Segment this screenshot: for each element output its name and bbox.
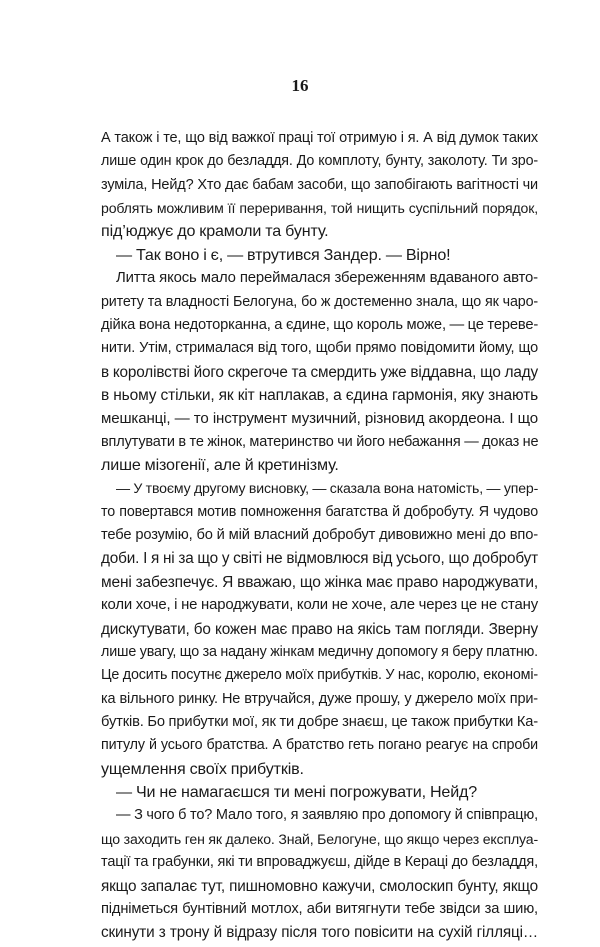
text-line: доби. І я ні за що у світі не відмовлюся від усього, що добробут [101,550,538,568]
text-line: лише один крок до безладдя. До комплоту, бунту, заколоту. Ти зро- [101,153,538,170]
text-line: що заходить ген як далеко. Знай, Белогуне, що якщо через експлуа- [101,830,538,847]
body-text [101,127,538,945]
text-line: то повертався мотив помноження багатства й добробуту. Я чудово [101,503,538,520]
text-line: вплутувати в те жінок, материнство чи його небажання — доказ не [101,433,539,450]
text-line: тебе розумію, бо й мій власний добробут дивовижно мені до впо- [101,527,538,544]
text-line: коли хоче, і не народжувати, коли не хоче, але через це не стану [101,597,538,614]
text-line: — Чи не намагаєшся ти мені погрожувати, Нейд? [116,783,478,802]
text-line: під’юджує до крамоли та бунту. [101,222,329,241]
text-line: в ньому стільки, як кіт наплакав, а єдина гармонія, яку знають [101,386,538,404]
text-line: — Так воно і є, — втрутився Зандер. — Вірно! [116,245,451,264]
text-line: в королівстві його скрегоче та смердить уже віддавна, що ладу [101,363,538,381]
text-line: підніметься бунтівний мотлох, аби витягнути тебе звідси за шию, [101,900,538,917]
text-line: А також і те, що від важкої праці тої отримую і я. А від думок таких [101,130,538,146]
text-line: нити. Утім, стрималася від того, щоби прямо повідомити йому, що [101,340,538,357]
text-line: лише увагу, що за надану жінкам медичну допомогу я беру платню. [101,643,538,660]
text-line: мешканці, — то інструмент музичний, різновид акордеона. І що [101,410,538,428]
page-number: 16 [291,76,309,95]
text-line: ка вільного ринку. Не втручайся, дуже прошу, у джерело моїх при- [101,690,538,707]
text-line: скинути з трону й відразу після того повісити на сухій гілляці… [101,924,538,942]
text-line: — З чого б то? Мало того, я заявляю про допомогу й співпрацю, [116,807,538,824]
text-line: тації та грабунки, які ти впроваджуєш, дійде в Кераці до безладдя, [101,854,538,871]
text-line: мені забезпечує. Я вважаю, що жінка має право народжувати, [101,573,538,591]
text-line: зуміла, Нейд? Хто дає бабам засоби, що запобігають вагітності чи [101,176,538,193]
text-line: Литта якось мало переймалася збереженням вдаваного авто- [116,270,538,287]
text-line: — У твоєму другому висновку, — сказала вона натомість, — упер- [116,480,539,497]
text-line: ритету та владності Белогуна, бо ж достеменно знала, що як чаро- [101,293,538,310]
text-line: лише мізогенії, але й кретинізму. [101,456,339,475]
text-line: дискутувати, бо кожен має право на якісь там погляди. Зверну [101,620,538,638]
text-line: питулу й усього братства. А братство геть погано реагує на спроби [101,737,538,754]
text-line: дійка вона недоторканна, а єдине, що король може, — це тереве- [101,316,539,333]
text-line: ущемлення своїх прибутків. [101,759,304,778]
text-line: якщо запалає тут, пишномовно кажучи, смолоскип бунту, якщо [101,877,538,895]
text-line: Це досить посутнє джерело моїх прибутків. У нас, королю, економі- [101,667,538,684]
text-line: бутків. Бо прибутки мої, як ти добре знаєш, це також прибутки Ка- [101,713,538,730]
text-line: роблять можливим її переривання, той нищить суспільний порядок, [101,200,538,217]
